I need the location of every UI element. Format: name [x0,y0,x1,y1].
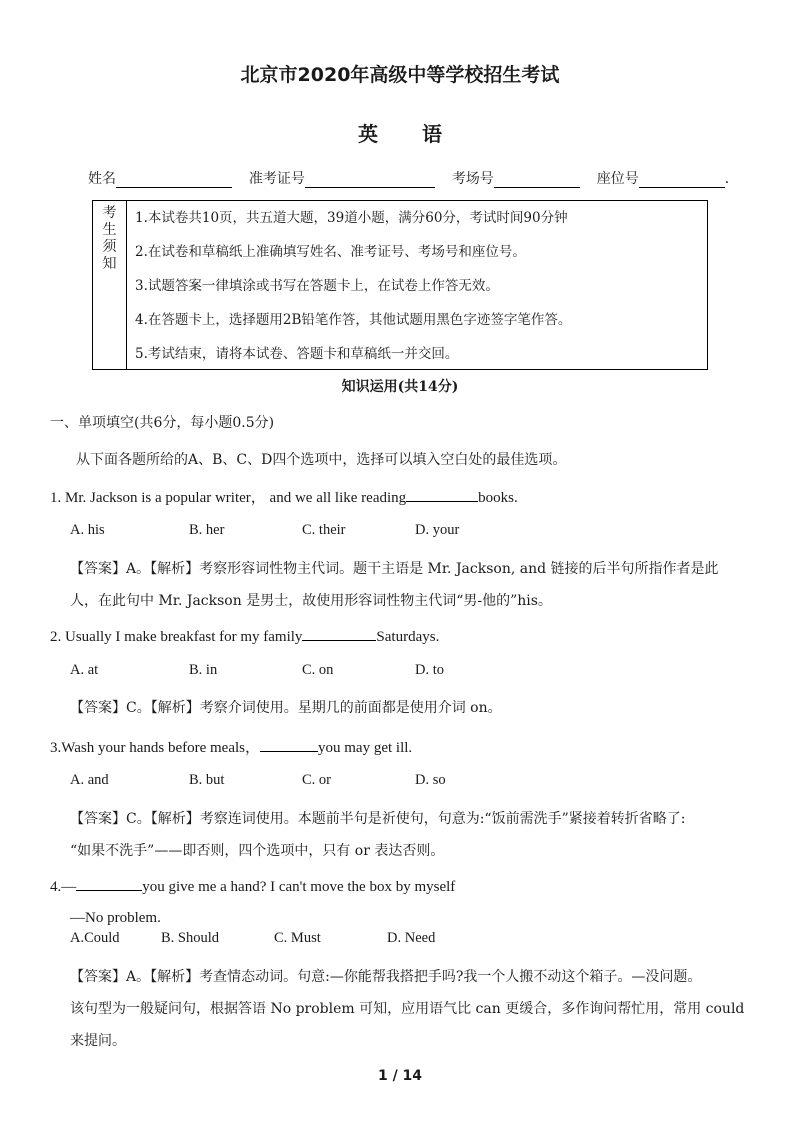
exam-id-label: 准考证号 [248,171,305,187]
notice-item: 5.考试结束，请将本试卷、答题卡和草稿纸一并交回。 [135,346,459,362]
part-instruction: 从下面各题所给的A、B、C、D四个选项中，选择可以填入空白处的最佳选项。 [76,452,567,468]
option-a: A. at [70,662,99,678]
notice-side-char: 须 [102,239,117,255]
question-1-text-end: books. [478,490,518,506]
seat-label: 座位号 [596,171,639,187]
option-c: C. Must [274,930,321,946]
page-number: 1 / 14 [377,1068,423,1084]
section-heading: 知识运用(共14分) [341,379,459,395]
subject-heading [0,118,800,147]
question-2-text-end: Saturdays. [376,629,440,645]
answer-explanation-line: 该句型为一般疑问句，根据答语 No problem 可知，应用语气比 can 更缓合，多作询问帮忙用，常用 could [70,1001,745,1017]
option-d: D. your [415,522,460,538]
question-3-text: 3.Wash your hands before meals， [50,740,260,756]
answer-explanation-line: 【答案】A。【解析】考察形容词性物主代词。题干主语是 Mr. Jackson, and 链接的后半句所指作者是此 [70,561,719,577]
name-label: 姓名 [88,171,116,187]
question-2-text: 2. Usually I make breakfast for my family [50,629,303,645]
seat-field[interactable] [639,171,725,188]
option-b: B. Should [161,930,220,946]
answer-blank [260,737,318,752]
question-4-reply: —No problem. [70,910,161,926]
option-a: A.Could [70,930,120,946]
answer-blank [302,626,376,641]
notice-item: 4.在答题卡上，选择题用2B铅笔作答，其他试题用黑色字迹签字笔作答。 [135,312,572,328]
exam-title: 北京市2020年高级中等学校招生考试 [240,64,560,86]
question-1-text: 1. Mr. Jackson is a popular writer， and we all like reading [50,490,407,506]
answer-explanation-line: “如果不洗手”——即否则，四个选项中，只有 or 表达否则。 [70,843,445,859]
option-a: A. and [70,772,109,788]
option-d: D. to [415,662,444,678]
subject-char: 英 [358,122,378,146]
option-b: B. her [189,522,225,538]
answer-explanation-line: 人，在此句中 Mr. Jackson 是男士，故使用形容词性物主代词“男-他的”his。 [70,593,552,609]
exam-id-field[interactable] [305,171,435,188]
question-1-stem [50,486,518,507]
question-2-stem [50,626,439,646]
candidate-info-line [88,168,729,188]
option-c: C. on [302,662,334,678]
answer-blank [406,487,478,502]
answer-blank [76,876,142,891]
name-field[interactable] [116,171,232,188]
notice-item: 1.本试卷共10页，共五道大题，39道小题，满分60分，考试时间90分钟 [135,210,568,226]
answer-explanation-line: 【答案】C。【解析】考察连词使用。本题前半句是祈使句，句意为:“饭前需洗手”紧接着转折省略了: [70,811,686,827]
option-a: A. his [70,522,105,538]
answer-explanation-line: 【答案】C。【解析】考察介词使用。星期几的前面都是使用介词 on。 [70,700,502,716]
answer-explanation-line: 来提问。 [70,1033,126,1049]
option-c: C. their [302,522,346,538]
option-b: B. in [189,662,218,678]
notice-side-char: 考 [102,205,117,221]
option-d: D. so [415,772,446,788]
notice-item: 3.试题答案一律填涂或书写在答题卡上，在试卷上作答无效。 [135,278,499,294]
notice-side-label [93,201,127,369]
room-label: 考场号 [451,171,494,187]
answer-explanation-line: 【答案】A。【解析】考查情态动词。句意:—你能帮我搭把手吗?我一个人搬不动这个箱子。—没问题。 [70,969,702,985]
option-b: B. but [189,772,225,788]
notice-side-char: 知 [102,256,117,272]
question-4-stem [50,876,455,896]
end-mark: . [724,171,730,187]
question-4-text-end: you give me a hand? I can't move the box by myself [142,879,456,895]
part-heading: 一、单项填空(共6分，每小题0.5分) [50,415,275,431]
option-d: D. Need [387,930,436,946]
room-field[interactable] [494,171,580,188]
notice-item: 2.在试卷和草稿纸上准确填写姓名、准考证号、考场号和座位号。 [135,244,526,260]
question-3-text-end: you may get ill. [318,740,413,756]
notice-side-char: 生 [102,222,117,238]
notice-box [92,200,708,370]
question-3-stem [50,736,412,757]
option-c: C. or [302,772,331,788]
subject-char: 语 [422,122,442,146]
question-4-text: 4.— [50,879,77,895]
